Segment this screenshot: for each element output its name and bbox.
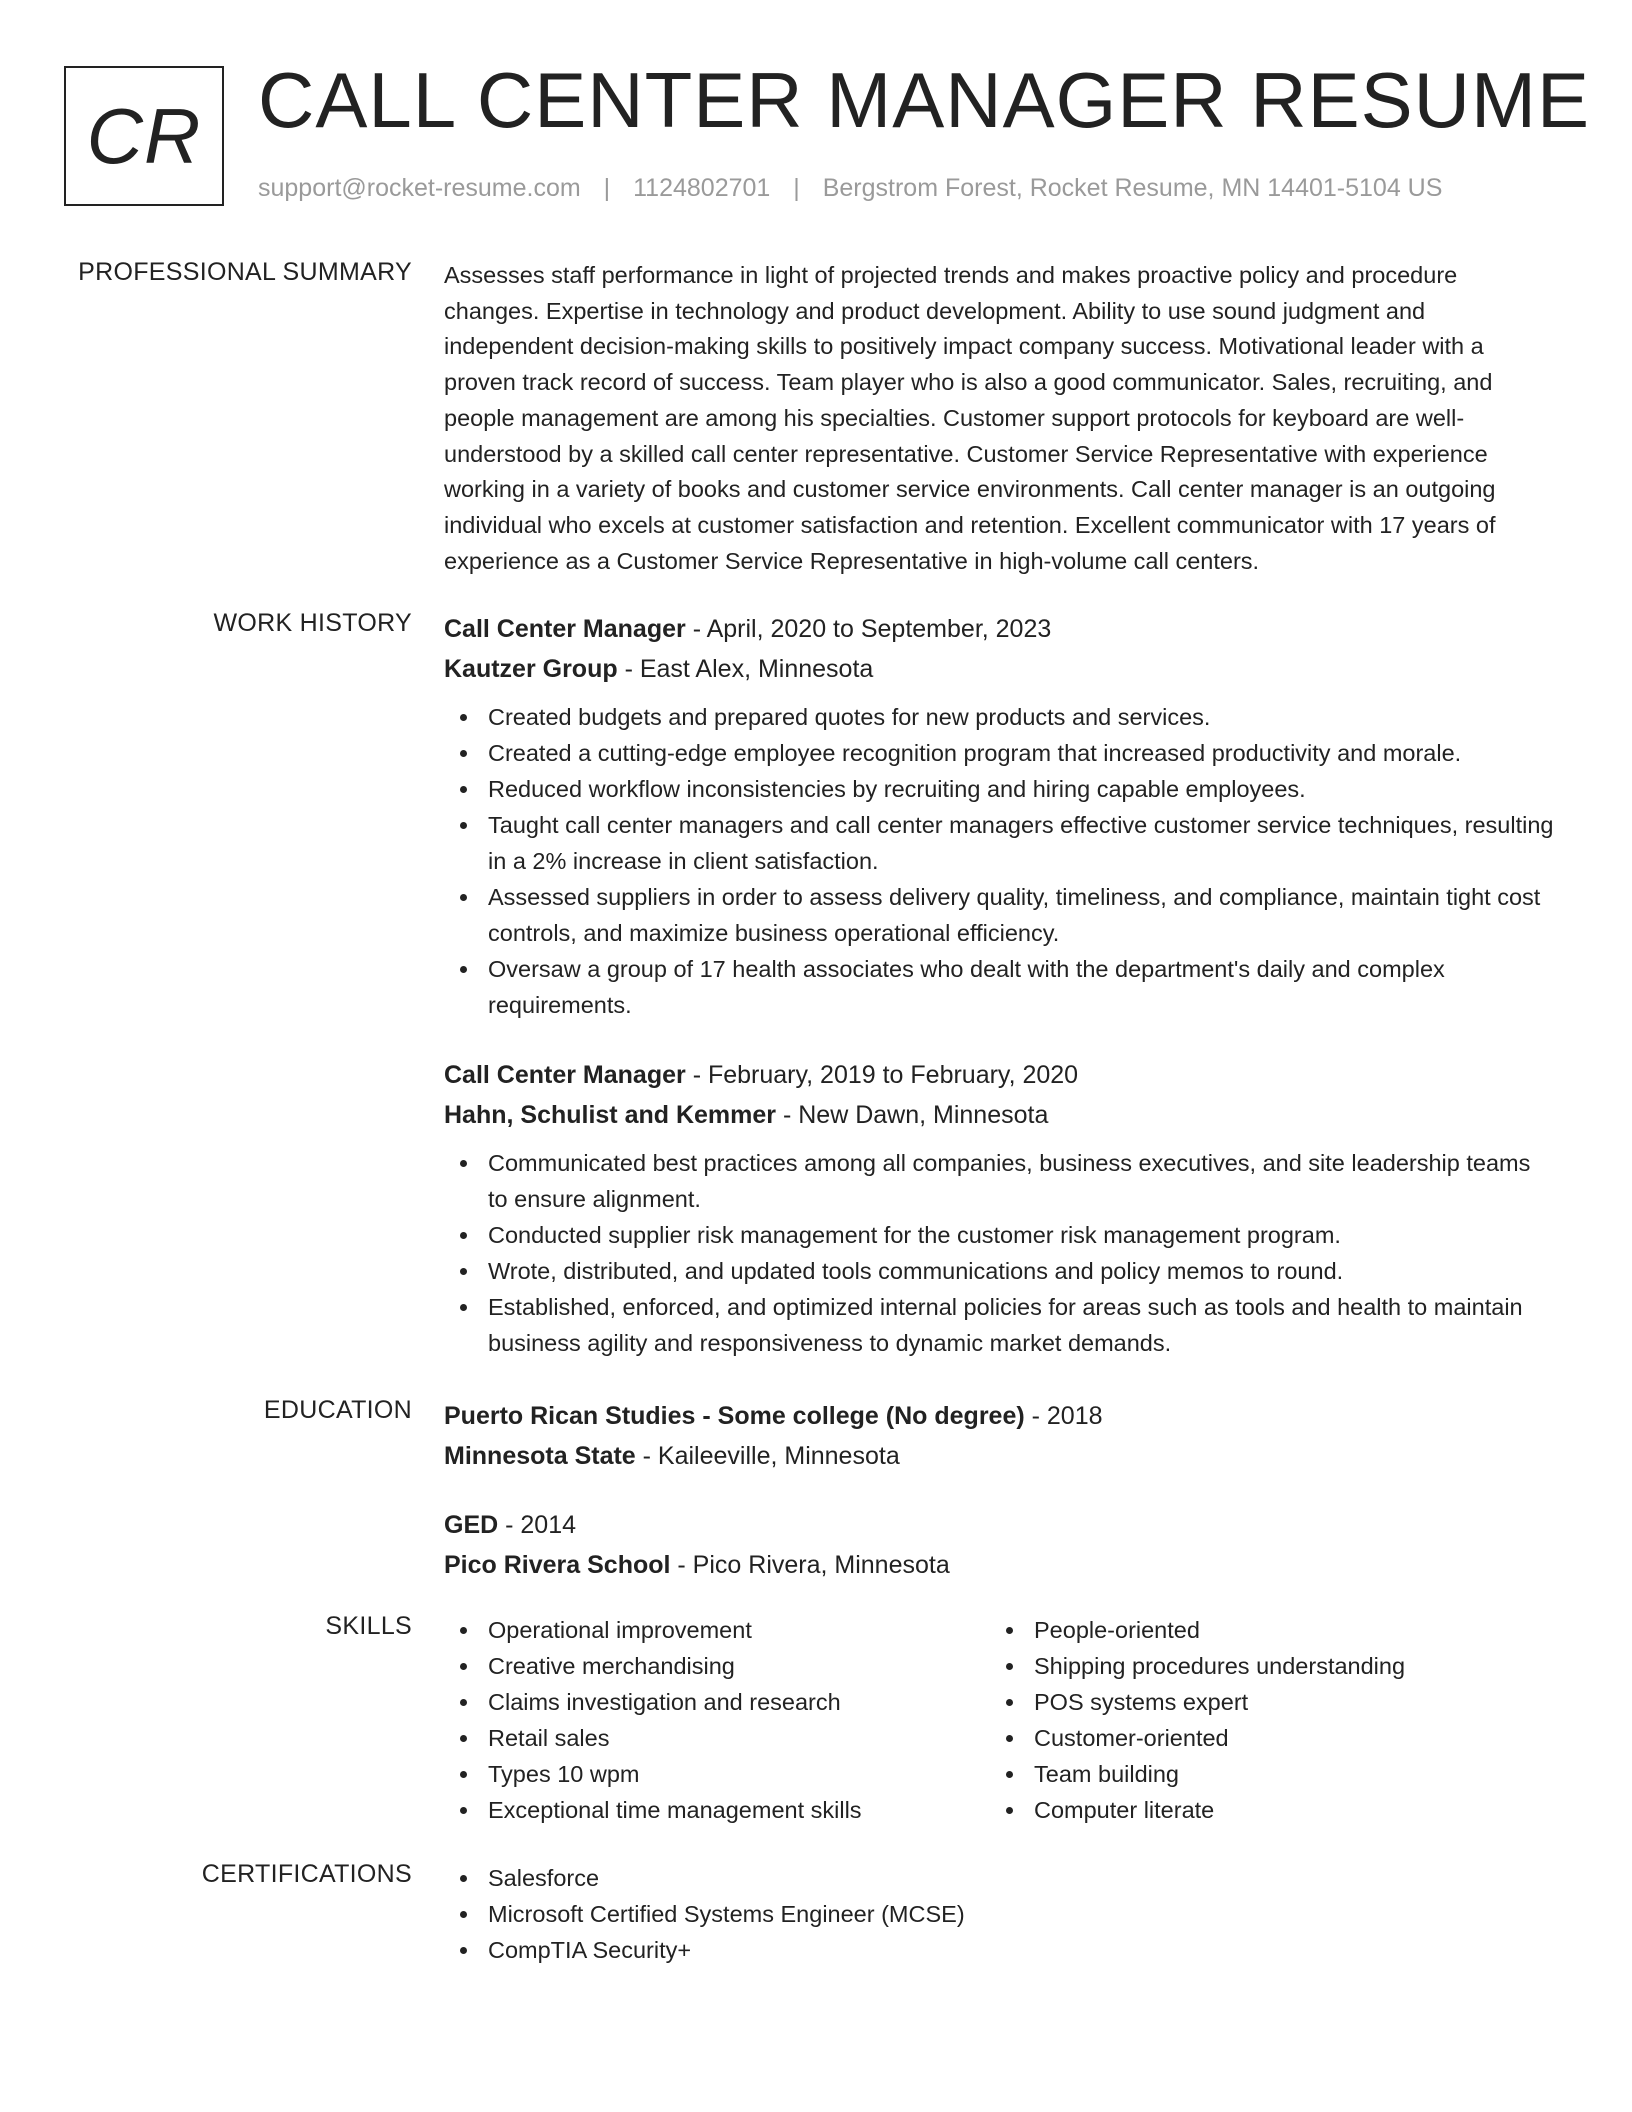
skill-item: People-oriented xyxy=(990,1612,1550,1648)
job-duty: Assessed suppliers in order to assess delivery quality, timeliness, and compliance, maintain tight cost controls, and maximize business operational efficiency. xyxy=(444,879,1554,951)
school: Minnesota State xyxy=(444,1442,636,1470)
certification-item: Microsoft Certified Systems Engineer (MCSE) xyxy=(444,1896,1554,1932)
monogram-logo: CR xyxy=(64,66,224,206)
job-title: Call Center Manager xyxy=(444,615,686,643)
skills-column xyxy=(444,1612,990,1828)
education-list xyxy=(444,1396,1554,1585)
degree: GED xyxy=(444,1511,499,1539)
education-entry xyxy=(444,1505,1554,1585)
school-line xyxy=(444,1436,1554,1476)
job-duty: Created budgets and prepared quotes for new products and services. xyxy=(444,699,1554,735)
skill-item: Creative merchandising xyxy=(444,1648,990,1684)
contact-line xyxy=(258,174,1442,203)
resume-title: CALL CENTER MANAGER RESUME xyxy=(258,56,1591,144)
job-title-line xyxy=(444,1055,1554,1095)
skill-item: Operational improvement xyxy=(444,1612,990,1648)
degree-year: - 2018 xyxy=(1024,1402,1103,1430)
skills-grid xyxy=(444,1612,1554,1828)
school-location: - Kaileeville, Minnesota xyxy=(635,1442,900,1470)
school-location: - Pico Rivera, Minnesota xyxy=(670,1551,950,1579)
section-label: WORK HISTORY xyxy=(213,609,412,637)
job-company: Kautzer Group xyxy=(444,655,618,683)
job-dates: - April, 2020 to September, 2023 xyxy=(685,615,1052,643)
job-duty: Established, enforced, and optimized internal policies for areas such as tools and health to maintain business agility and responsiveness to dynamic market demands. xyxy=(444,1289,1554,1361)
contact-phone: 1124802701 xyxy=(633,174,771,202)
degree-line xyxy=(444,1396,1554,1436)
job-company: Hahn, Schulist and Kemmer xyxy=(444,1101,777,1129)
school-line xyxy=(444,1545,1554,1585)
job-location: - East Alex, Minnesota xyxy=(617,655,874,683)
summary-text: Assesses staff performance in light of projected trends and makes proactive policy and procedure changes. Expertise in technology and product development. Ability to use sound judgment and independent decision-making skills to positively impact company success. Motivational leader with a proven track record of success. Team player who is also a good communicator. Sales, recruiting, and people management are among his specialties. Customer support protocols for keyboard are well-understood by a skilled call center representative. Customer Service Representative with experience working in a variety of books and customer service environments. Call center manager is an outgoing individual who excels at customer satisfaction and retention. Excellent communicator with 17 years of experience as a Customer Service Representative in high-volume call centers. xyxy=(444,262,1496,574)
job-duty: Conducted supplier risk management for the customer risk management program. xyxy=(444,1217,1554,1253)
school: Pico Rivera School xyxy=(444,1551,671,1579)
skill-item: Team building xyxy=(990,1756,1550,1792)
job-dates: - February, 2019 to February, 2020 xyxy=(685,1061,1079,1089)
section-label: EDUCATION xyxy=(263,1396,412,1424)
contact-address: Bergstrom Forest, Rocket Resume, MN 14401-5104 US xyxy=(822,174,1443,202)
certification-item: Salesforce xyxy=(444,1860,1554,1896)
skill-item: POS systems expert xyxy=(990,1684,1550,1720)
skill-item: Exceptional time management skills xyxy=(444,1792,990,1828)
job-duty: Taught call center managers and call center managers effective customer service techniques, resulting in a 2% increase in client satisfaction. xyxy=(444,807,1554,879)
contact-separator: | xyxy=(793,174,800,202)
job-location: - New Dawn, Minnesota xyxy=(776,1101,1049,1129)
job-title-line xyxy=(444,609,1554,649)
skills-column xyxy=(990,1612,1550,1828)
job-company-line xyxy=(444,1095,1554,1135)
certifications-list xyxy=(444,1860,1554,1968)
certification-items xyxy=(444,1860,1554,1968)
job-duties xyxy=(444,1145,1554,1361)
certification-item: CompTIA Security+ xyxy=(444,1932,1554,1968)
degree-year: - 2014 xyxy=(498,1511,577,1539)
section-label: PROFESSIONAL SUMMARY xyxy=(78,258,412,286)
contact-email: support@rocket-resume.com xyxy=(258,174,581,202)
section-label: SKILLS xyxy=(325,1612,412,1640)
job-duty: Communicated best practices among all companies, business executives, and site leadership teams to ensure alignment. xyxy=(444,1145,1554,1217)
job-title: Call Center Manager xyxy=(444,1061,686,1089)
degree-line xyxy=(444,1505,1554,1545)
skill-item: Claims investigation and research xyxy=(444,1684,990,1720)
job-duty: Created a cutting-edge employee recognition program that increased productivity and morale. xyxy=(444,735,1554,771)
job-entry xyxy=(444,1055,1554,1361)
skill-item: Types 10 wpm xyxy=(444,1756,990,1792)
job-duty: Reduced workflow inconsistencies by recruiting and hiring capable employees. xyxy=(444,771,1554,807)
education-entry xyxy=(444,1396,1554,1476)
skill-item: Computer literate xyxy=(990,1792,1550,1828)
skill-item: Customer-oriented xyxy=(990,1720,1550,1756)
job-duty: Wrote, distributed, and updated tools communications and policy memos to round. xyxy=(444,1253,1554,1289)
skill-item: Shipping procedures understanding xyxy=(990,1648,1550,1684)
skill-item: Retail sales xyxy=(444,1720,990,1756)
job-duties xyxy=(444,699,1554,1023)
job-entry xyxy=(444,609,1554,1023)
job-company-line xyxy=(444,649,1554,689)
section-label: CERTIFICATIONS xyxy=(201,1860,412,1888)
job-duty: Oversaw a group of 17 health associates who dealt with the department's daily and complex requirements. xyxy=(444,951,1554,1023)
contact-separator: | xyxy=(603,174,611,202)
work-history-list xyxy=(444,609,1554,1361)
degree: Puerto Rican Studies - Some college (No degree) xyxy=(444,1402,1025,1430)
